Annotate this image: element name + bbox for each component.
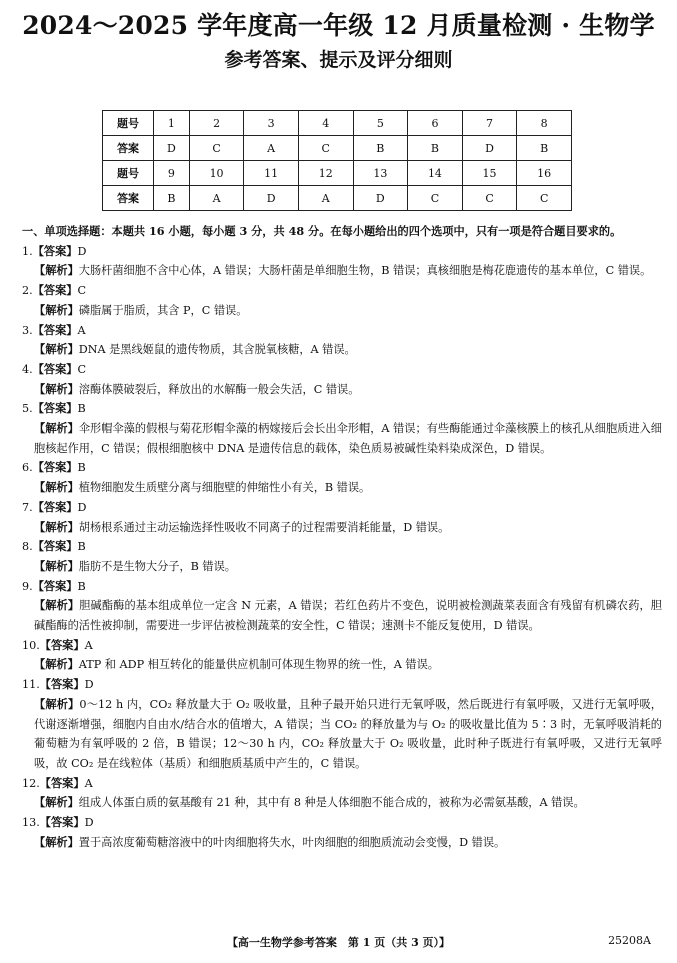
answer-tag: 【答案】 xyxy=(32,539,78,554)
answer-value: B xyxy=(77,540,86,554)
answer-tag: 【答案】 xyxy=(32,460,78,475)
explanation-line xyxy=(22,261,662,281)
answer-cell: D xyxy=(244,186,299,211)
explanation-line xyxy=(22,596,662,635)
question-item xyxy=(22,774,662,813)
explanation-text: DNA 是黑线姬鼠的遗传物质，其含脱氧核糖，A 错误。 xyxy=(78,343,356,357)
answer-cell: D xyxy=(353,186,408,211)
question-number-cell: 1 xyxy=(154,111,190,136)
explanation-line xyxy=(22,793,662,813)
question-item xyxy=(22,458,662,497)
explain-tag: 【解析】 xyxy=(34,558,79,573)
answer-cell: C xyxy=(189,136,244,161)
footer-code: 25208A xyxy=(608,934,651,947)
answer-line xyxy=(22,399,662,419)
row-label-number: 题号 xyxy=(103,161,154,186)
question-item xyxy=(22,675,662,774)
answer-line xyxy=(22,537,662,557)
explanation-text: 0～12 h 内，CO₂ 释放量大于 O₂ 吸收量，且种子最开始只进行无氧呼吸，然后既进行有氧呼吸，又进行无氧呼吸，代谢逐渐增强，细胞内自由水/结合水的值增大，A 错误；当 CO₂ 的释放量为与 O₂ 的吸收量比值为 5∶3 时，无氧呼吸消耗的葡萄糖为有氧呼吸的 2 倍，B 错误；12～30 h 内，CO₂ 释放量大于 O₂ 吸收量，此时种子既进行有氧呼吸，又进行无氧呼吸，故 CO₂ 是在线粒体（基质）和细胞质基质中产生的，C 错误。 xyxy=(34,697,662,770)
question-number: 4. xyxy=(22,362,33,376)
table-row-numbers xyxy=(103,111,572,136)
question-number: 8. xyxy=(22,540,33,554)
explanation-text: 置于高浓度葡萄糖溶液中的叶肉细胞将失水，叶肉细胞的细胞质流动会变慢，D 错误。 xyxy=(78,835,506,849)
explain-tag: 【解析】 xyxy=(34,263,79,278)
question-item xyxy=(22,537,662,576)
answer-value: B xyxy=(77,402,86,416)
question-number-cell: 6 xyxy=(408,111,463,136)
answer-cell: C xyxy=(408,186,463,211)
explain-tag: 【解析】 xyxy=(34,421,79,436)
explanation-line xyxy=(22,655,662,675)
answer-tag: 【答案】 xyxy=(32,361,78,376)
question-number: 13. xyxy=(22,816,40,830)
explanation-line xyxy=(22,695,662,774)
table-row-numbers xyxy=(103,161,572,186)
table-row-answers xyxy=(103,186,572,211)
answer-value: C xyxy=(77,362,87,376)
question-number-cell: 5 xyxy=(353,111,408,136)
question-number: 6. xyxy=(22,461,33,475)
answer-tag: 【答案】 xyxy=(39,775,85,790)
question-item xyxy=(22,281,662,320)
question-number: 10. xyxy=(22,638,40,652)
question-item xyxy=(22,498,662,537)
answer-tag: 【答案】 xyxy=(32,322,78,337)
explanation-line xyxy=(22,833,662,853)
answer-line xyxy=(22,321,662,341)
row-label-answer: 答案 xyxy=(103,186,154,211)
question-number-cell: 9 xyxy=(154,161,190,186)
explanation-text: 植物细胞发生质壁分离与细胞壁的伸缩性小有关，B 错误。 xyxy=(78,481,371,495)
question-item xyxy=(22,321,662,360)
explanation-text: 胡杨根系通过主动运输选择性吸收不同离子的过程需要消耗能量，D 错误。 xyxy=(78,520,450,534)
answer-line xyxy=(22,360,662,380)
answer-tag: 【答案】 xyxy=(39,815,85,830)
answer-tag: 【答案】 xyxy=(39,677,85,692)
answer-cell: B xyxy=(353,136,408,161)
explanation-line xyxy=(22,557,662,577)
answer-value: D xyxy=(84,678,94,692)
question-item xyxy=(22,242,662,281)
explanation-text: 磷脂属于脂质，其含 P，C 错误。 xyxy=(78,303,248,317)
explanation-text: 胆碱酯酶的基本组成单位一定含 N 元素，A 错误；若红色药片不变色，说明被检测蔬菜表面含有残留有机磷农药，胆碱酯酶的活性被抑制，需要进一步评估被检测蔬菜的安全性，C 错误；速测卡不能反复使用，D 错误。 xyxy=(34,599,662,633)
answer-value: A xyxy=(84,776,93,790)
question-number-cell: 8 xyxy=(517,111,572,136)
question-item xyxy=(22,577,662,636)
question-number: 3. xyxy=(22,323,33,337)
explanation-text: ATP 和 ADP 相互转化的能量供应机制可体现生物界的统一性，A 错误。 xyxy=(78,658,439,672)
explanation-line xyxy=(22,340,662,360)
answer-tag: 【答案】 xyxy=(32,401,78,416)
explain-tag: 【解析】 xyxy=(34,519,79,534)
answer-cell: C xyxy=(298,136,353,161)
answer-cell: A xyxy=(189,186,244,211)
answer-line xyxy=(22,577,662,597)
answer-value: D xyxy=(84,816,94,830)
answer-tag: 【答案】 xyxy=(32,283,78,298)
answer-value: B xyxy=(77,461,86,475)
explain-tag: 【解析】 xyxy=(34,696,80,711)
question-number: 9. xyxy=(22,579,33,593)
question-item xyxy=(22,360,662,399)
answer-tag: 【答案】 xyxy=(32,578,78,593)
answer-line xyxy=(22,458,662,478)
question-item xyxy=(22,813,662,852)
question-number: 12. xyxy=(22,776,40,790)
answer-cell: A xyxy=(298,186,353,211)
answer-tag: 【答案】 xyxy=(32,499,78,514)
explain-tag: 【解析】 xyxy=(34,795,79,810)
answer-cell: B xyxy=(154,186,190,211)
explanation-line xyxy=(22,478,662,498)
answer-value: A xyxy=(77,323,86,337)
question-number-cell: 3 xyxy=(244,111,299,136)
explanation-text: 溶酶体膜破裂后，释放出的水解酶一般会失活，C 错误。 xyxy=(78,382,360,396)
page-title: 2024～2025 学年度高一年级 12 月质量检测 · 生物学 xyxy=(22,11,655,40)
question-number-cell: 2 xyxy=(189,111,244,136)
question-number: 7. xyxy=(22,500,33,514)
question-number-cell: 12 xyxy=(298,161,353,186)
answer-cell: B xyxy=(408,136,463,161)
question-number: 5. xyxy=(22,402,33,416)
question-list xyxy=(22,242,662,853)
answer-cell: C xyxy=(462,186,517,211)
question-number: 1. xyxy=(22,244,33,258)
explanation-line xyxy=(22,419,662,458)
explanation-text: 大肠杆菌细胞不含中心体，A 错误；大肠杆菌是单细胞生物，B 错误；真核细胞是梅花鹿遗传的基本单位，C 错误。 xyxy=(78,264,652,278)
answer-line xyxy=(22,242,662,262)
question-item xyxy=(22,636,662,675)
question-number-cell: 11 xyxy=(244,161,299,186)
answers-content xyxy=(22,222,662,853)
explain-tag: 【解析】 xyxy=(34,834,79,849)
section-heading: 一、单项选择题：本题共 16 小题，每小题 3 分，共 48 分。在每小题给出的四个选项中，只有一项是符合题目要求的。 xyxy=(22,224,622,238)
explanation-text: 组成人体蛋白质的氨基酸有 21 种，其中有 8 种是人体细胞不能合成的，被称为必需氨基酸，A 错误。 xyxy=(78,796,585,810)
answer-cell: B xyxy=(517,136,572,161)
question-item xyxy=(22,399,662,458)
answer-tag: 【答案】 xyxy=(39,637,85,652)
question-number-cell: 14 xyxy=(408,161,463,186)
answer-cell: D xyxy=(462,136,517,161)
question-number-cell: 13 xyxy=(353,161,408,186)
answer-value: A xyxy=(84,638,93,652)
explain-tag: 【解析】 xyxy=(34,657,79,672)
explain-tag: 【解析】 xyxy=(34,302,79,317)
footer-text: 【高一生物学参考答案 第 1 页（共 3 页）】 xyxy=(226,936,451,949)
answer-cell: D xyxy=(154,136,190,161)
explanation-text: 脂肪不是生物大分子，B 错误。 xyxy=(78,559,236,573)
answer-value: B xyxy=(77,579,86,593)
question-number-cell: 7 xyxy=(462,111,517,136)
question-number-cell: 10 xyxy=(189,161,244,186)
question-number-cell: 4 xyxy=(298,111,353,136)
explanation-line xyxy=(22,380,662,400)
answer-line xyxy=(22,774,662,794)
answer-line xyxy=(22,281,662,301)
answer-cell: C xyxy=(517,186,572,211)
answer-value: D xyxy=(77,500,87,514)
page-subtitle: 参考答案、提示及评分细则 xyxy=(224,49,453,71)
answer-line xyxy=(22,498,662,518)
explanation-text: 伞形帽伞藻的假根与菊花形帽伞藻的柄嫁接后会长出伞形帽，A 错误；有些酶能通过伞藻核膜上的核孔从细胞质进入细胞核起作用，C 错误；假根细胞核中 DNA 是遗传信息的载体，染色质易被碱性染料染成深色，D 错误。 xyxy=(34,422,662,455)
question-number: 11. xyxy=(22,678,40,692)
explain-tag: 【解析】 xyxy=(34,598,80,613)
answer-tag: 【答案】 xyxy=(32,243,78,258)
answer-value: D xyxy=(77,244,87,258)
answer-line xyxy=(22,675,662,695)
question-number: 2. xyxy=(22,284,33,298)
table-row-answers xyxy=(103,136,572,161)
explain-tag: 【解析】 xyxy=(34,381,79,396)
answer-table xyxy=(102,110,572,211)
answer-line xyxy=(22,636,662,656)
answer-line xyxy=(22,813,662,833)
question-number-cell: 16 xyxy=(517,161,572,186)
answer-value: C xyxy=(77,284,87,298)
explain-tag: 【解析】 xyxy=(34,342,79,357)
explanation-line xyxy=(22,518,662,538)
question-number-cell: 15 xyxy=(462,161,517,186)
answer-cell: A xyxy=(244,136,299,161)
explanation-line xyxy=(22,301,662,321)
row-label-number: 题号 xyxy=(103,111,154,136)
row-label-answer: 答案 xyxy=(103,136,154,161)
explain-tag: 【解析】 xyxy=(34,480,79,495)
